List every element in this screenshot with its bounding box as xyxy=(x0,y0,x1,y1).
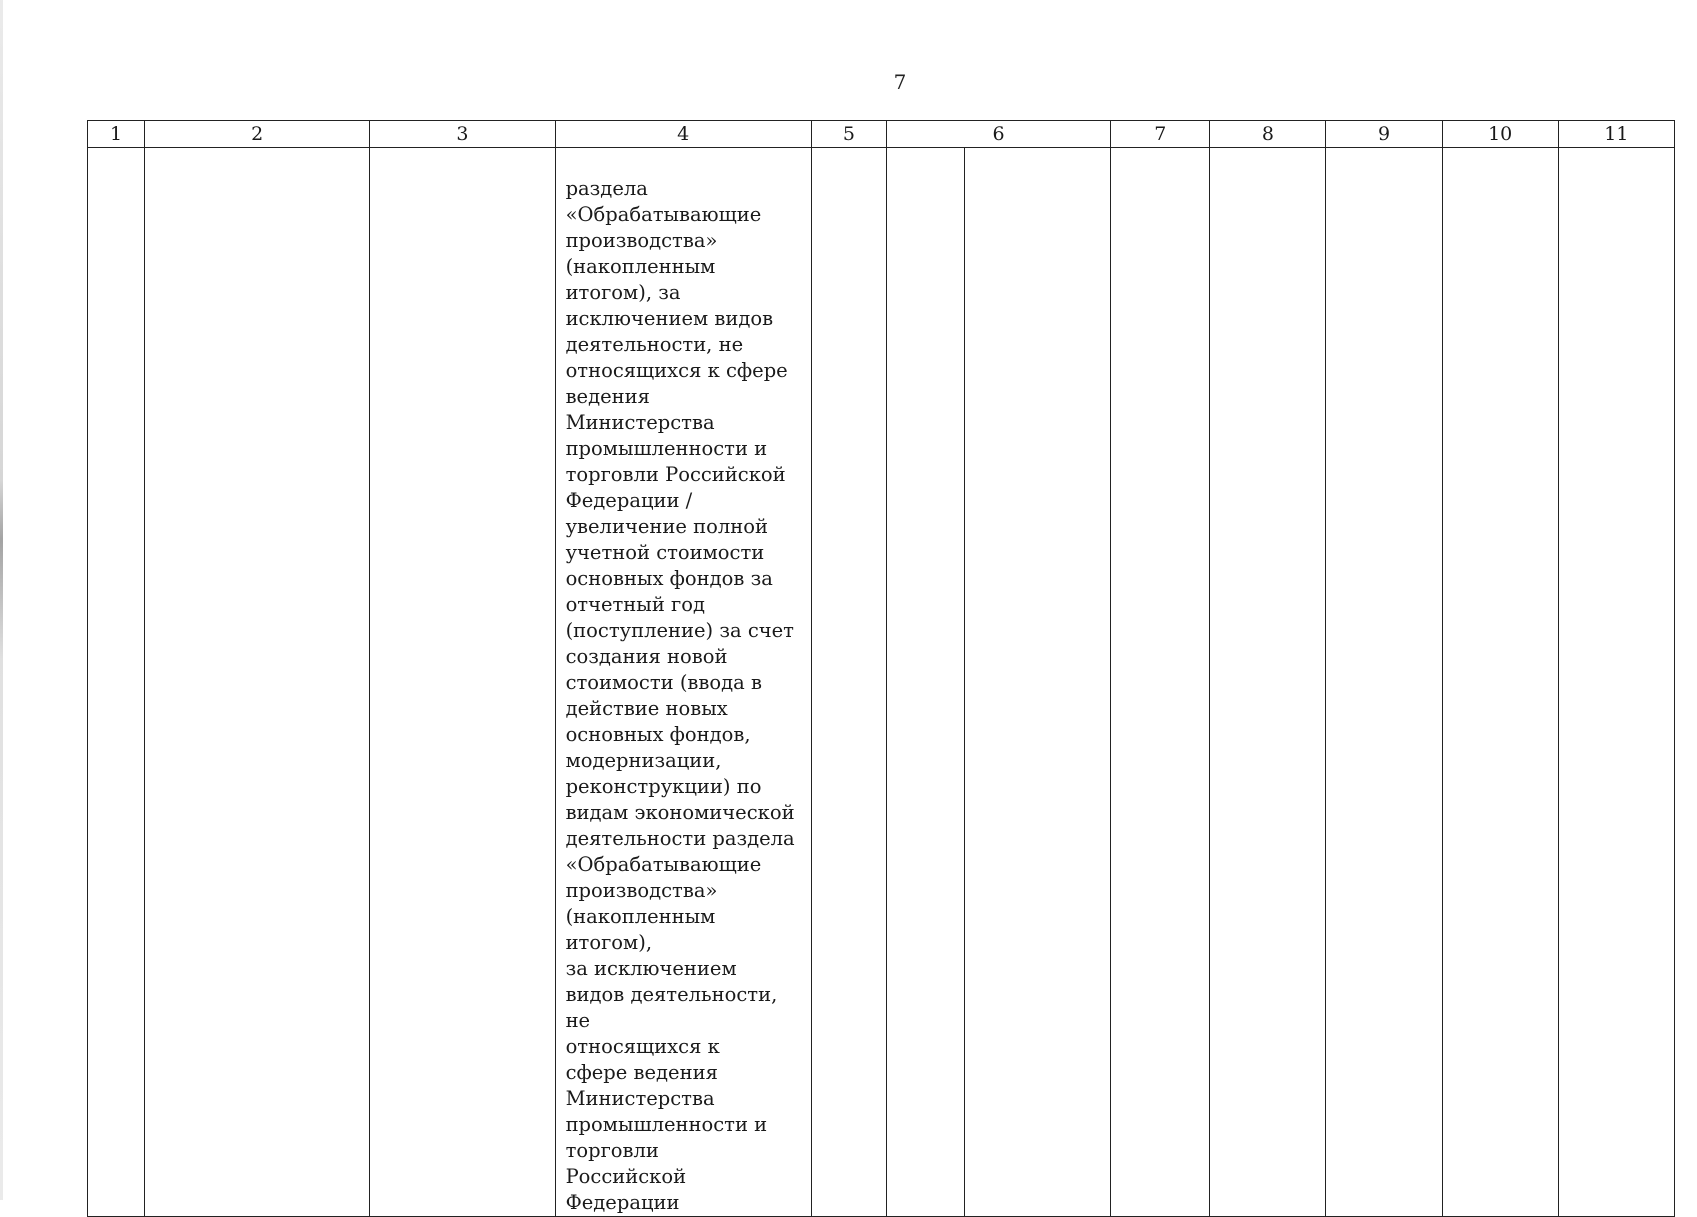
column-header-10: 10 xyxy=(1442,121,1558,148)
column-header-3: 3 xyxy=(370,121,555,148)
data-table-container xyxy=(87,120,1675,1214)
column-header-5: 5 xyxy=(811,121,886,148)
column-header-1: 1 xyxy=(88,121,145,148)
column-header-7: 7 xyxy=(1111,121,1210,148)
column-header-9: 9 xyxy=(1326,121,1442,148)
column-header-4: 4 xyxy=(555,121,811,148)
cell-col-6b xyxy=(965,148,1111,1217)
column-header-6: 6 xyxy=(886,121,1110,148)
column-header-8: 8 xyxy=(1210,121,1326,148)
scan-edge xyxy=(0,0,3,1200)
cell-col-2 xyxy=(145,148,370,1217)
cell-col-1 xyxy=(88,148,145,1217)
cell-col-10 xyxy=(1442,148,1558,1217)
indicator-description: раздела «Обрабатывающие производства» (накопленным итогом), за исключением видов деятельности, не относящихся к сфере ведения Министерства промышленности и торговли Российской Федерации / увеличение полной учетной стоимости основных фондов за отчетный год (поступление) за счет создания новой стоимости (ввода в действие новых основных фондов, модернизации, реконструкции) по видам экономической деятельности раздела «Обрабатывающие производства» (накопленным итогом), за исключением видов деятельности, не относящихся к сфере ведения Министерства промышленности и торговли Российской Федерации xyxy=(565,177,795,1214)
page-number: 7 xyxy=(893,70,907,94)
cell-col-8 xyxy=(1210,148,1326,1217)
cell-col-9 xyxy=(1326,148,1442,1217)
cell-col-6a xyxy=(886,148,964,1217)
column-header-2: 2 xyxy=(145,121,370,148)
column-header-11: 11 xyxy=(1558,121,1674,148)
table-row xyxy=(88,148,1675,1217)
header-row xyxy=(88,121,1675,148)
data-table xyxy=(87,120,1675,1217)
cell-col-7 xyxy=(1111,148,1210,1217)
cell-col-4 xyxy=(555,148,811,1217)
cell-col-11 xyxy=(1558,148,1674,1217)
cell-col-5 xyxy=(811,148,886,1217)
cell-col-3 xyxy=(370,148,555,1217)
